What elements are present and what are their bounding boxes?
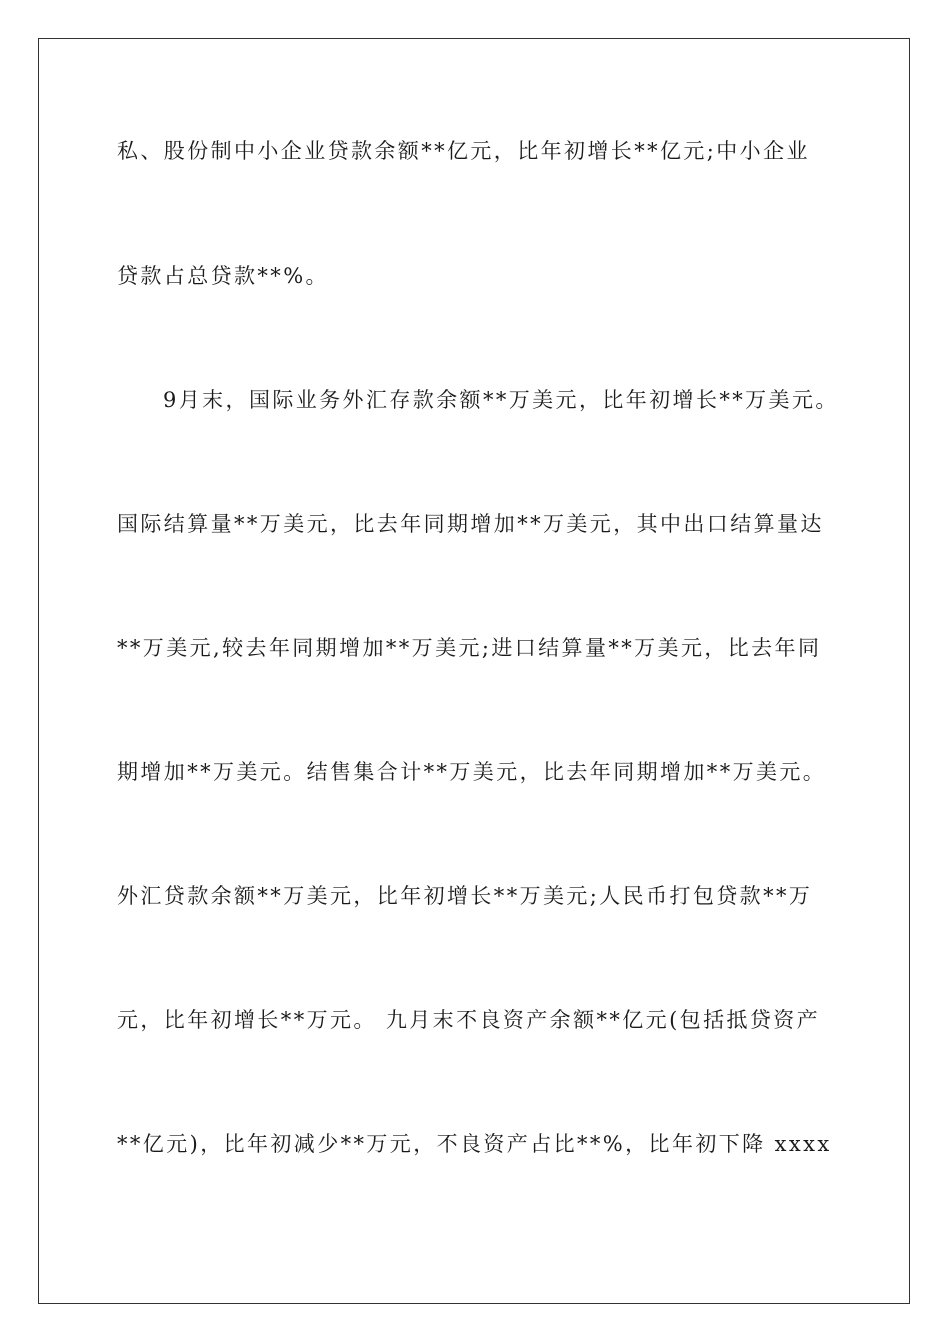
paragraph-line: 国际结算量**万美元，比去年同期增加**万美元，其中出口结算量达 [117,512,824,536]
paragraph-line: 外汇贷款余额**万美元，比年初增长**万美元;人民币打包贷款**万 [117,884,813,908]
paragraph-line: **亿元)，比年初减少**万元，不良资产占比**%，比年初下降 xxxx [117,1132,832,1156]
paragraph-line: 9月末，国际业务外汇存款余额**万美元，比年初增长**万美元。 [163,388,839,412]
paragraph-line: 贷款占总贷款**%。 [117,264,329,288]
paragraph-line: 元，比年初增长**万元。 九月末不良资产余额**亿元(包括抵贷资产 [117,1008,821,1032]
paragraph-line: **万美元,较去年同期增加**万美元;进口结算量**万美元，比去年同 [117,636,822,660]
paragraph-line: 期增加**万美元。结售集合计**万美元，比去年同期增加**万美元。 [117,760,827,784]
page-border [38,38,910,1304]
paragraph-line: 私、股份制中小企业贷款余额**亿元，比年初增长**亿元;中小企业 [117,139,810,163]
